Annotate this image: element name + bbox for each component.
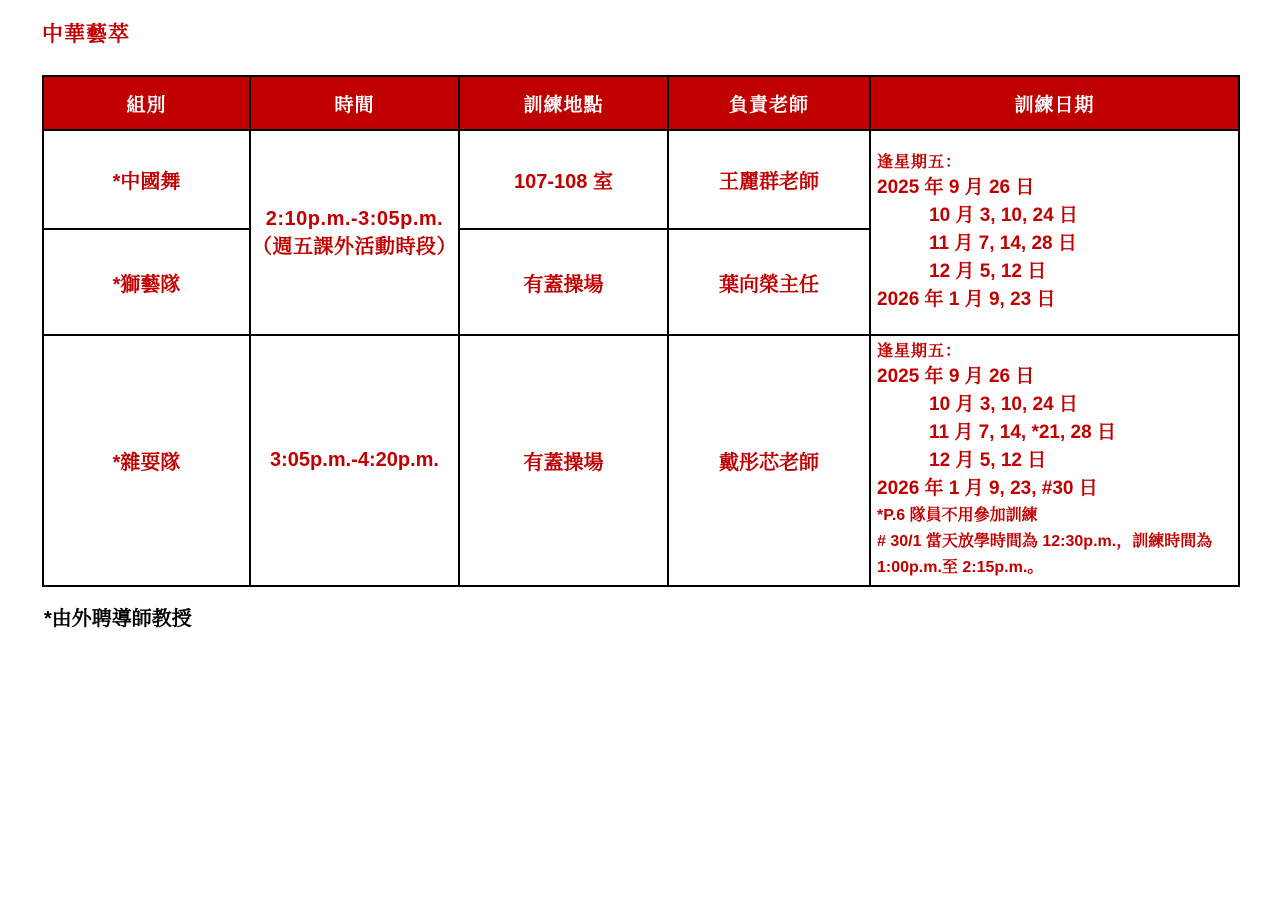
date-note: # 30/1 當天放學時間為 12:30p.m.，訓練時間為 1:00p.m.至 2:15p.m.。 bbox=[877, 533, 1213, 576]
time-note: （週五課外活動時段） bbox=[252, 235, 457, 258]
cell-group-juggling: *雜耍隊 bbox=[43, 335, 250, 586]
col-header-teacher: 負責老師 bbox=[668, 76, 870, 130]
dates-heading: 逢星期五： bbox=[877, 343, 963, 360]
cell-dates-shared bbox=[870, 130, 1239, 335]
cell-group-chinese-dance: *中國舞 bbox=[43, 130, 250, 229]
date-line: 2026 年 1 月 9, 23 日 bbox=[877, 289, 1056, 310]
col-header-time: 時間 bbox=[250, 76, 459, 130]
cell-time-juggling: 3:05p.m.-4:20p.m. bbox=[250, 335, 459, 586]
cell-teacher-lion-art: 葉向榮主任 bbox=[668, 229, 870, 335]
cell-teacher-chinese-dance: 王麗群老師 bbox=[668, 130, 870, 229]
cell-time-shared bbox=[250, 130, 459, 335]
date-line: 2025 年 9 月 26 日 bbox=[877, 366, 1035, 387]
dates-heading: 逢星期五： bbox=[877, 154, 963, 171]
cell-group-lion-art: *獅藝隊 bbox=[43, 229, 250, 335]
cell-location-chinese-dance: 107-108 室 bbox=[459, 130, 668, 229]
table-row-chinese-dance bbox=[43, 130, 1239, 229]
date-line: 12 月 5, 12 日 bbox=[929, 261, 1047, 282]
col-header-dates: 訓練日期 bbox=[870, 76, 1239, 130]
cell-teacher-juggling: 戴彤芯老師 bbox=[668, 335, 870, 586]
footnote: *由外聘導師教授 bbox=[44, 608, 192, 630]
date-line: 11 月 7, 14, *21, 28 日 bbox=[929, 422, 1116, 443]
cell-dates-juggling bbox=[870, 335, 1239, 586]
header-row bbox=[43, 76, 1239, 130]
date-line: 10 月 3, 10, 24 日 bbox=[929, 394, 1078, 415]
date-line: 2025 年 9 月 26 日 bbox=[877, 177, 1035, 198]
table-row-juggling bbox=[43, 335, 1239, 586]
date-line: 10 月 3, 10, 24 日 bbox=[929, 205, 1078, 226]
training-schedule-table bbox=[42, 75, 1240, 587]
date-line: 11 月 7, 14, 28 日 bbox=[929, 233, 1077, 254]
cell-location-juggling: 有蓋操場 bbox=[459, 335, 668, 586]
date-note: *P.6 隊員不用參加訓練 bbox=[877, 507, 1038, 524]
col-header-location: 訓練地點 bbox=[459, 76, 668, 130]
time-range: 2:10p.m.-3:05p.m. bbox=[265, 207, 444, 230]
page-title: 中華藝萃 bbox=[42, 23, 130, 46]
date-line: 12 月 5, 12 日 bbox=[929, 450, 1047, 471]
cell-location-lion-art: 有蓋操場 bbox=[459, 229, 668, 335]
date-line: 2026 年 1 月 9, 23, #30 日 bbox=[877, 478, 1098, 499]
col-header-group: 組別 bbox=[43, 76, 250, 130]
